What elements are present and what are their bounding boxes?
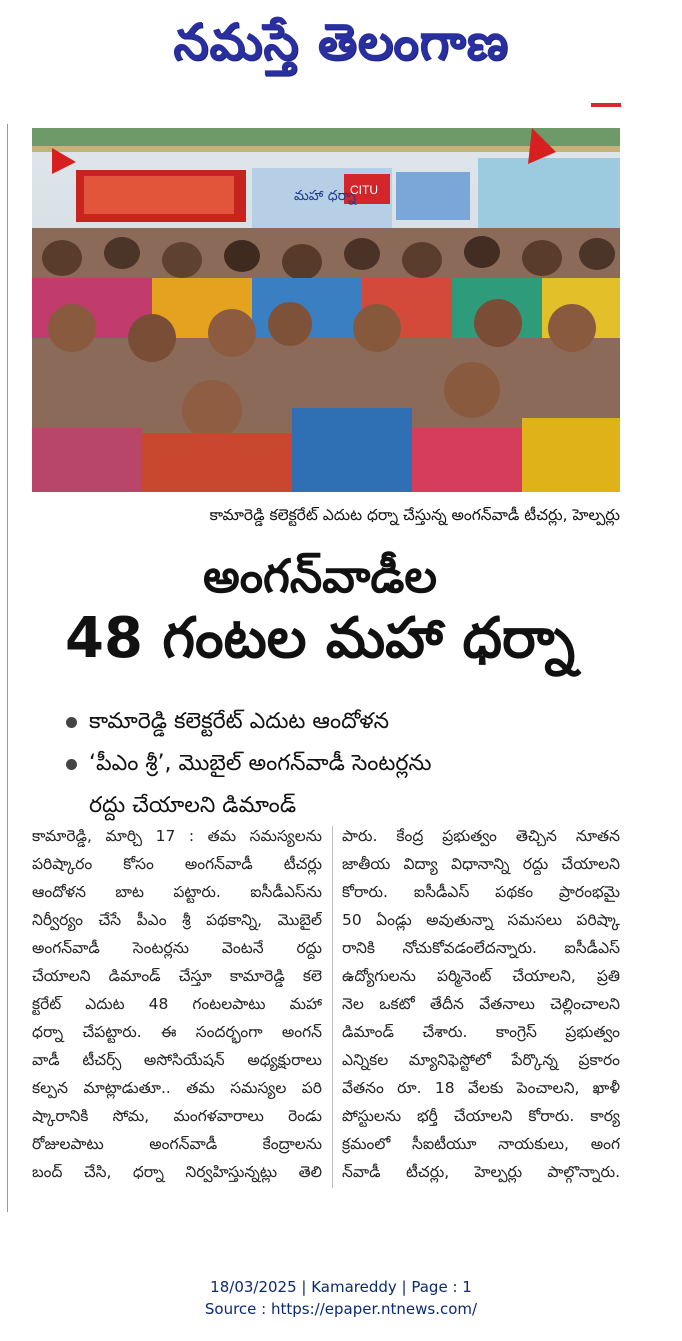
article-line: చేయాలని డిమాండ్ చేస్తూ కామారెడ్డి కలె bbox=[32, 967, 322, 985]
article-column-right bbox=[342, 822, 620, 1186]
bullet-icon bbox=[66, 759, 77, 770]
article-line: నెల ఒకటో తేదీన వేతనాలు చెల్లించాలని bbox=[342, 995, 620, 1013]
article-line: బంద్ చేసి, ధర్నా నిర్వహిస్తున్నట్లు తెలి bbox=[32, 1163, 322, 1181]
article-line: అంగన్‌వాడీ సెంటర్లను వెంటనే రద్దు bbox=[32, 939, 322, 957]
photo-caption: కామారెడ్డి కలెక్టరేట్ ఎదుట ధర్నా చేస్తున్న అంగన్‌వాడీ టీచర్లు, హెల్పర్లు bbox=[209, 506, 620, 524]
highlight-item-continuation bbox=[66, 787, 626, 825]
column-divider bbox=[332, 826, 333, 1188]
protest-photo bbox=[32, 128, 620, 492]
banner-text-2: మహా ధర్నా bbox=[294, 188, 356, 204]
banner-text: CITU bbox=[350, 183, 378, 197]
article-line: కోరారు. ఐసీడీఎస్ పథకం ప్రారంభమై bbox=[342, 883, 620, 901]
highlight-text: రద్దు చేయాలని డిమాండ్ bbox=[89, 793, 297, 818]
article-line: జాతీయ విద్యా విధానాన్ని రద్దు చేయాలని bbox=[342, 855, 620, 873]
article-line: రోజులపాటు అంగన్‌వాడీ కేంద్రాలను bbox=[32, 1135, 322, 1153]
footer-edition-info: 18/03/2025 | Kamareddy | Page : 1 bbox=[210, 1278, 472, 1296]
footer-source: Source : https://epaper.ntnews.com/ bbox=[204, 1300, 478, 1318]
article-line: నిర్వీర్యం చేసే పీఎం శ్రీ పథకాన్ని, మొబైల్ bbox=[32, 911, 322, 929]
article-line: పారు. కేంద్ర ప్రభుత్వం తెచ్చిన నూతన bbox=[342, 827, 620, 845]
highlight-item bbox=[66, 703, 626, 741]
article-line: డిమాండ్ చేశారు. కాంగ్రెస్ ప్రభుత్వం bbox=[342, 1023, 620, 1041]
highlights-list bbox=[66, 703, 626, 829]
article-line: క్టరేట్ ఎదుట 48 గంటలపాటు మహా bbox=[32, 995, 322, 1013]
headline bbox=[20, 548, 620, 674]
article-line: కల్పన మాట్లాడుతూ.. తమ సమస్యల పరి bbox=[32, 1079, 322, 1097]
article-line: న్‌వాడీ టీచర్లు, హెల్పర్లు పాల్గొన్నారు. bbox=[342, 1163, 620, 1181]
highlight-text: ‘పీఎం శ్రీ’, మొబైల్ అంగన్‌వాడీ సెంటర్లను bbox=[89, 751, 432, 776]
article-line: క్రమంలో సీఐటీయూ నాయకులు, అంగ bbox=[342, 1135, 620, 1153]
headline-line-2: 48 గంటల మహా ధర్నా bbox=[65, 606, 575, 671]
article-line: రానికి నోచుకోవడంలేదన్నారు. ఐసీడీఎస్ bbox=[342, 939, 620, 957]
article-line: ష్కారానికి సోమ, మంగళవారాలు రెండు bbox=[32, 1107, 322, 1125]
page-margin-rule bbox=[7, 124, 8, 1212]
article-line: వాడీ టీచర్స్ అసోసియేషన్ అధ్యక్షురాలు bbox=[32, 1051, 322, 1069]
article-column-left bbox=[32, 822, 322, 1186]
highlight-item bbox=[66, 745, 626, 783]
masthead bbox=[0, 0, 682, 96]
page-footer bbox=[0, 1276, 682, 1320]
article-line: ఎన్నికల మ్యానిఫెస్టోలో పేర్కొన్న ప్రకారం bbox=[342, 1051, 620, 1069]
article-line: ఉద్యోగులను పర్మినెంట్ చేయాలని, ప్రతి bbox=[342, 967, 620, 985]
headline-line-1: అంగన్‌వాడీల bbox=[202, 549, 438, 603]
newspaper-logo: నమస్తే తెలంగాణ bbox=[173, 12, 509, 71]
bullet-icon bbox=[66, 717, 77, 728]
article-line: ధర్నా చేపట్టారు. ఈ సందర్భంగా అంగన్ bbox=[32, 1023, 322, 1041]
article-line: పరిష్కారం కోసం అంగన్‌వాడీ టీచర్లు bbox=[32, 855, 322, 873]
article-line: పోస్టులను భర్తీ చేయాలని కోరారు. కార్య bbox=[342, 1107, 620, 1125]
highlight-text: కామారెడ్డి కలెక్టరేట్ ఎదుట ఆందోళన bbox=[89, 709, 390, 734]
article-line: ఆందోళన బాట పట్టారు. ఐసీడీఎస్‌ను bbox=[32, 883, 322, 901]
section-marker bbox=[591, 103, 621, 107]
article-line: కామారెడ్డి, మార్చి 17 : తమ సమస్యలను bbox=[32, 827, 322, 845]
article-line: వేతనం రూ. 18 వేలకు పెంచాలని, ఖాళీ bbox=[342, 1079, 620, 1097]
article-line: 50 ఏండ్లు అవుతున్నా సమసలు పరిష్కా bbox=[342, 911, 620, 929]
